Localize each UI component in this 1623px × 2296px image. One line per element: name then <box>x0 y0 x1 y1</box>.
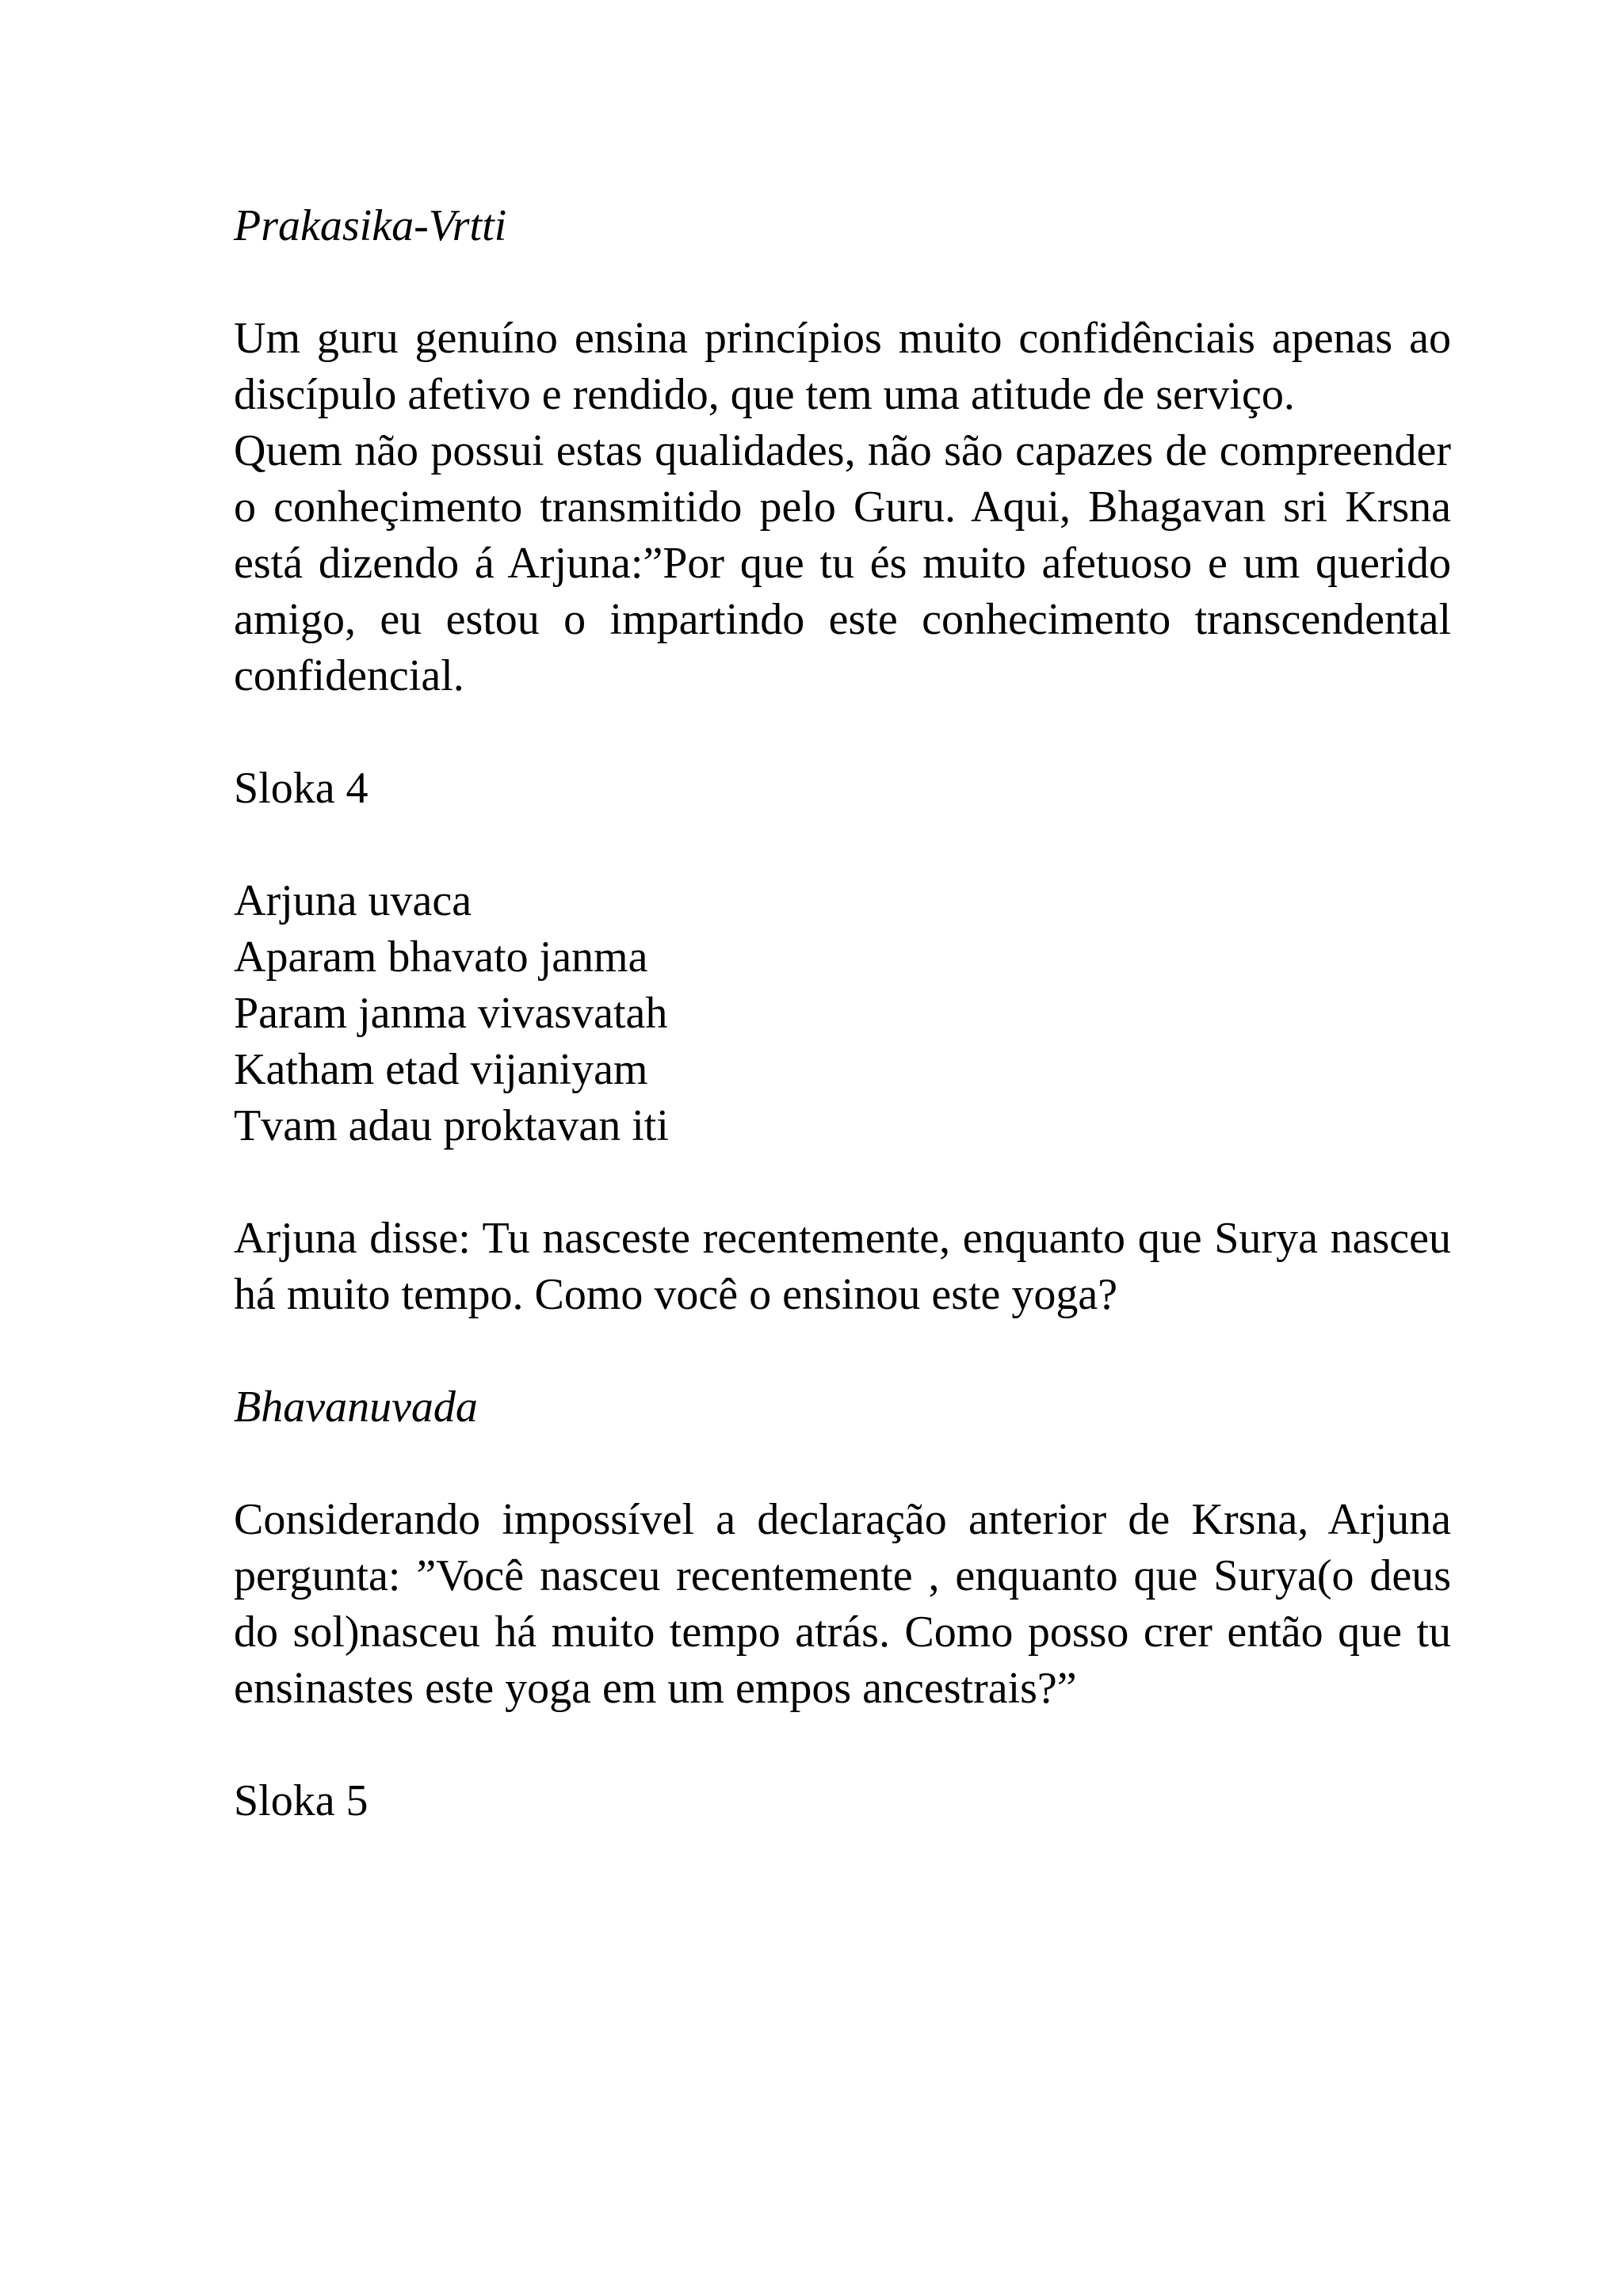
verse-line: Arjuna uvaca <box>234 876 472 925</box>
spacer <box>234 1717 1451 1773</box>
spacer <box>234 1323 1451 1379</box>
spacer <box>234 1154 1451 1211</box>
verse-line: Tvam adau proktavan iti <box>234 1101 669 1150</box>
verse-line: Katham etad vijaniyam <box>234 1045 648 1094</box>
spacer <box>234 254 1451 311</box>
verse-line: Aparam bhavato janma <box>234 933 648 982</box>
sloka-4-title: Sloka 4 <box>234 764 369 813</box>
spacer <box>234 817 1451 873</box>
sloka-4-translation: Arjuna disse: Tu nasceste recentemente, enquanto que Surya nasceu há muito tempo. Como você o ensinou este yoga? <box>234 1214 1451 1319</box>
paragraph-qualidades: Quem não possui estas qualidades, não são capazes de compreender o conheçimento transmitido pelo Guru. Aqui, Bhagavan sri Krsna está dizendo á Arjuna:”Por que tu és muito afetuoso e um querido amigo, eu estou o impartindo este conhecimento transcendental confidencial. <box>234 426 1451 700</box>
verse-line: Param janma vivasvatah <box>234 989 668 1038</box>
section-heading-prakasika-vrtti: Prakasika-Vrtti <box>234 201 507 250</box>
section-heading-bhavanuvada: Bhavanuvada <box>234 1383 478 1432</box>
sloka-5-title: Sloka 5 <box>234 1776 369 1825</box>
paragraph-guru: Um guru genuíno ensina princípios muito confidênciais apenas ao discípulo afetivo e rendido, que tem uma atitude de serviço. <box>234 314 1451 419</box>
document-body <box>234 198 1451 1829</box>
paragraph-bhavanuvada: Considerando impossível a declaração anterior de Krsna, Arjuna pergunta: ”Você nasceu recentemente , enquanto que Surya(o deus do sol)nasceu há muito tempo atrás. Como posso crer então que tu ensinastes este yoga em um empos ancestrais?” <box>234 1495 1451 1713</box>
spacer <box>234 1436 1451 1492</box>
spacer <box>234 704 1451 761</box>
sloka-4-verse <box>234 873 1451 1154</box>
